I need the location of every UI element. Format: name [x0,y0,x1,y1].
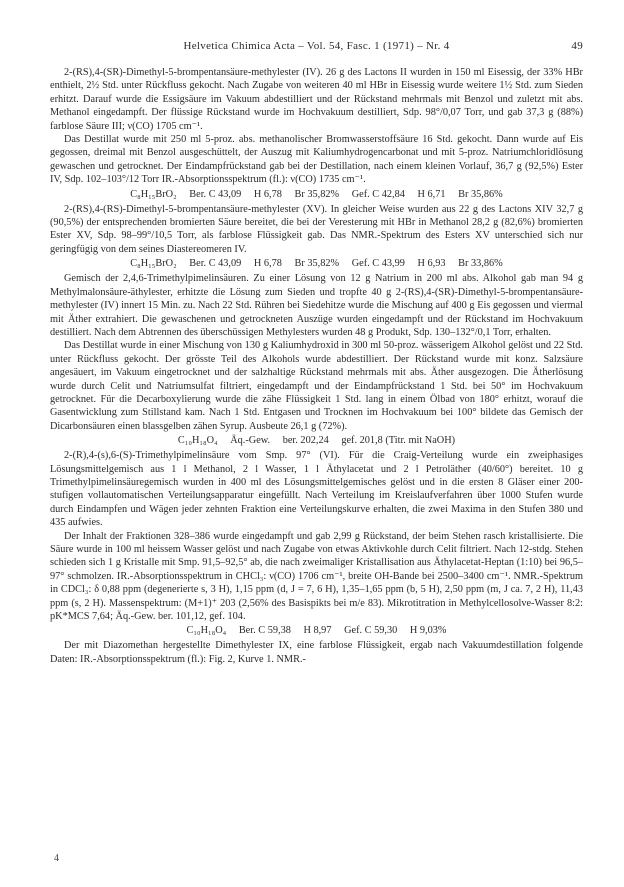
analysis-value: Br 35,86% [458,188,503,200]
analysis-value: Gef. C 43,99 [351,258,405,270]
analysis-value: H 9,03% [409,625,447,637]
analysis-value: H 6,93 [417,258,446,270]
analysis-value: Äq.-Gew. [230,435,271,447]
running-head: Helvetica Chimica Acta – Vol. 54, Fasc. 1 (1971) – Nr. 4 [183,40,450,52]
analysis-value: Br 35,82% [294,188,340,200]
elemental-analysis [50,187,583,203]
elemental-analysis [50,256,583,272]
document-page [50,40,583,666]
body-text [50,66,583,666]
analysis-value: H 6,78 [253,258,282,270]
analysis-value: Ber. C 43,09 [189,258,242,270]
analysis-value: Ber. C 59,38 [238,625,291,637]
analysis-value: ber. 202,24 [282,435,329,447]
analysis-formula: C₈H₁₅BrO₂ [130,258,177,270]
paragraph: 2-(RS),4-(SR)-Dimethyl-5-brompentansäure-methylester (IV). 26 g des Lactons II wurden in 150 ml Eisessig, der 33% HBr enthielt, 2½ Std. unter Rückfluss gekocht. Nach Zugabe von weiteren 40 ml HBr in Eisessig wurde weitere 1½ Std. zum Sieden erhitzt. Darauf wurde die Essigsäure im Vakuum abdestilliert und der Rückstand mehrmals mit Benzol und zuletzt mit abs. Methanol eingedampft. Der flüssige Rückstand wurde im Hochvakuum destilliert, Sdp. 98°/0,07 Torr, und gab 37,3 g (88%) farblose Säure III; ν(CO) 1705 cm⁻¹. [50,67,583,132]
footer-mark: 4 [54,853,59,864]
page-number: 49 [571,40,583,52]
paragraph: Das Destillat wurde mit 250 ml 5-proz. abs. methanolischer Bromwasserstoffsäure 16 Std. gekocht. Dann wurde auf Eis gegossen, dreimal mit Benzol ausgeschüttelt, der Auszug mit Kaliumhydrogencarbonat und mit 5-proz. Natriumchloridlösung gewaschen und getrocknet. Der Eindampfrückstand gab bei der Destillation, nach einem kleinen Vorlauf, 36,7 g (92,5%) Ester IV, Sdp. 102–103°/12 Torr IR.-Absorptionsspektrum (fl.): ν(CO) 1735 cm⁻¹. [50,134,583,186]
analysis-value: Gef. C 59,30 [344,625,398,637]
analysis-value: gef. 201,8 (Titr. mit NaOH) [341,435,456,447]
paragraph: 2-(RS),4-(RS)-Dimethyl-5-brompentansäure-methylester (XV). In gleicher Weise wurden aus 22 g des Lactons XIV 32,7 g (90,5%) der entsprechenden bromierten Säure bereitet, die bei der Veresterung mit HBr in Methanol 28,2 g (82,6%) bromierten Ester XV, Sdp. 98–99°/10,5 Torr, als farblose Flüssigkeit gab. Das NMR.-Spektrum des Esters XV unterschied sich nur geringfügig von dem seines Diastereomeren IV. [50,203,583,255]
analysis-value: H 6,78 [253,188,282,200]
analysis-formula: C₈H₁₅BrO₂ [130,188,177,200]
running-header [50,40,583,58]
analysis-value: Br 35,82% [294,258,340,270]
analysis-formula: C₁₀H₁₈O₄ [186,625,227,637]
analysis-value: H 6,71 [417,188,446,200]
analysis-value: Br 33,86% [458,258,503,270]
analysis-value: Ber. C 43,09 [189,188,242,200]
equivalent-weight [50,433,583,449]
analysis-value: H 8,97 [303,625,332,637]
paragraph: 2-(R),4-(s),6-(S)-Trimethylpimelinsäure vom Smp. 97° (VI). Für die Craig-Verteilung wurde ein zweiphasiges Lösungsmittelgemisch aus 1 l Methanol, 2 l Wasser, 1 l Äthylacetat und 2 l Petroläther (40/60°) bereitet. 10 g Trimethylpimelinsäuregemisch wurden in 400 ml des Lösungsmittelgemisches gelöst und in die ersten 8 Gläser einer 200-stufigen vollautomatischen Verteilungsapparatur eingefüllt. Nach Verteilung im Kreislaufverfahren über 1000 Stufen wurde durch Eindampfen und Wägen jeder zehnten Fraktion eine Verteilungskurve erhalten, die zwei Maxima in den Stufen 380 und 435 aufwies. [50,450,583,529]
paragraph: Gemisch der 2,4,6-Trimethylpimelinsäuren. Zu einer Lösung von 12 g Natrium in 200 ml abs. Alkohol gab man 94 g Methylmalonsäure-äthylester, erhitzte die Lösung zum Sieden und tropfte 40 g 2-(RS),4-(SR)-Dimethyl-5-brompentansäure-methylester (IV) innert 15 Min. zu. Nach 22 Std. Rühren bei Siedehitze wurde die Mischung auf 400 g Eis gegossen und viermal mit Äther extrahiert. Die gewaschenen und getrockneten Auszüge wurden eingedampft und der Rückstand im Hochvakuum destilliert. Nach dem Abtrennen des überschüssigen Methylesters wurden 48 g Produkt, Sdp. 130–132°/0,1 Torr, erhalten. [50,273,583,338]
analysis-formula: C₁₀H₁₈O₄ [177,435,218,447]
paragraph: Das Destillat wurde in einer Mischung von 130 g Kaliumhydroxid in 300 ml 50-proz. wässerigem Alkohol gelöst und 22 Std. unter Rückfluss gekocht. Der grösste Teil des Alkohols wurde abdestilliert. Der Rückstand wurde mit konz. Salzsäure angesäuert, im Vakuum eingetrocknet und der salzhaltige Rückstand mehrmals mit abs. Äther ausgezogen. Die Ätherlösung wurde durch Celit und Natriumsulfat filtriert, eingedampft und der Eindampfrückstand 1 Std. bei 50° im Hochvakuum getrocknet. Für die Decarboxylierung wurde die zähe Flüssigkeit 1 Std. lang in einem Ölbad von 180° erhitzt, worauf die Gasentwicklung zum Stillstand kam. Nach 1 Std. Entgasen und Trocknen im Hochvakuum bei 100° bildete das Gemisch der Dicarbonsäuren einen blassgelben zähen Syrup. Ausbeute 26,1 g (72%). [50,340,583,432]
elemental-analysis [50,623,583,639]
paragraph: Der Inhalt der Fraktionen 328–386 wurde eingedampft und gab 2,99 g Rückstand, der beim Stehen rasch kristallisierte. Die Säure wurde in 100 ml heissem Wasser gelöst und nach Zugabe von etwas Aktivkohle durch Celit filtriert. Nach 12-stdg. Stehen schieden sich 1 g Kristalle mit Smp. 91,5–92,5° ab, die nach zweimaliger Kristallisation aus Äthylacetat-Heptan (1:10) bei 96,5–97° schmolzen. IR.-Absorptionsspektrum in CHCl₃: ν(CO) 1706 cm⁻¹, breite OH-Bande bei 2500–3400 cm⁻¹. NMR.-Spektrum in CDCl₃: δ 0,88 ppm (degenerierte s, 3 H), 1,15 ppm (d, J = 7, 6 H), 1,35–1,65 ppm (b, 5 H), 2,50 ppm (m, J ca. 7, 2 H), 11,43 ppm (s, 2 H). Massenspektrum: (M+1)⁺ 203 (2,56% des Basispikts bei m/e 83). Mikrotitration in Methylcellosolve-Wasser 8:2: pK*MCS 7,64; Äq.-Gew. ber. 101,12, gef. 104. [50,530,583,623]
paragraph: Der mit Diazomethan hergestellte Dimethylester IX, eine farblose Flüssigkeit, ergab nach Vakuumdestillation folgende Daten: IR.-Absorptionsspektrum (fl.): Fig. 2, Kurve 1. NMR.- [50,640,583,665]
analysis-value: Gef. C 42,84 [351,188,405,200]
